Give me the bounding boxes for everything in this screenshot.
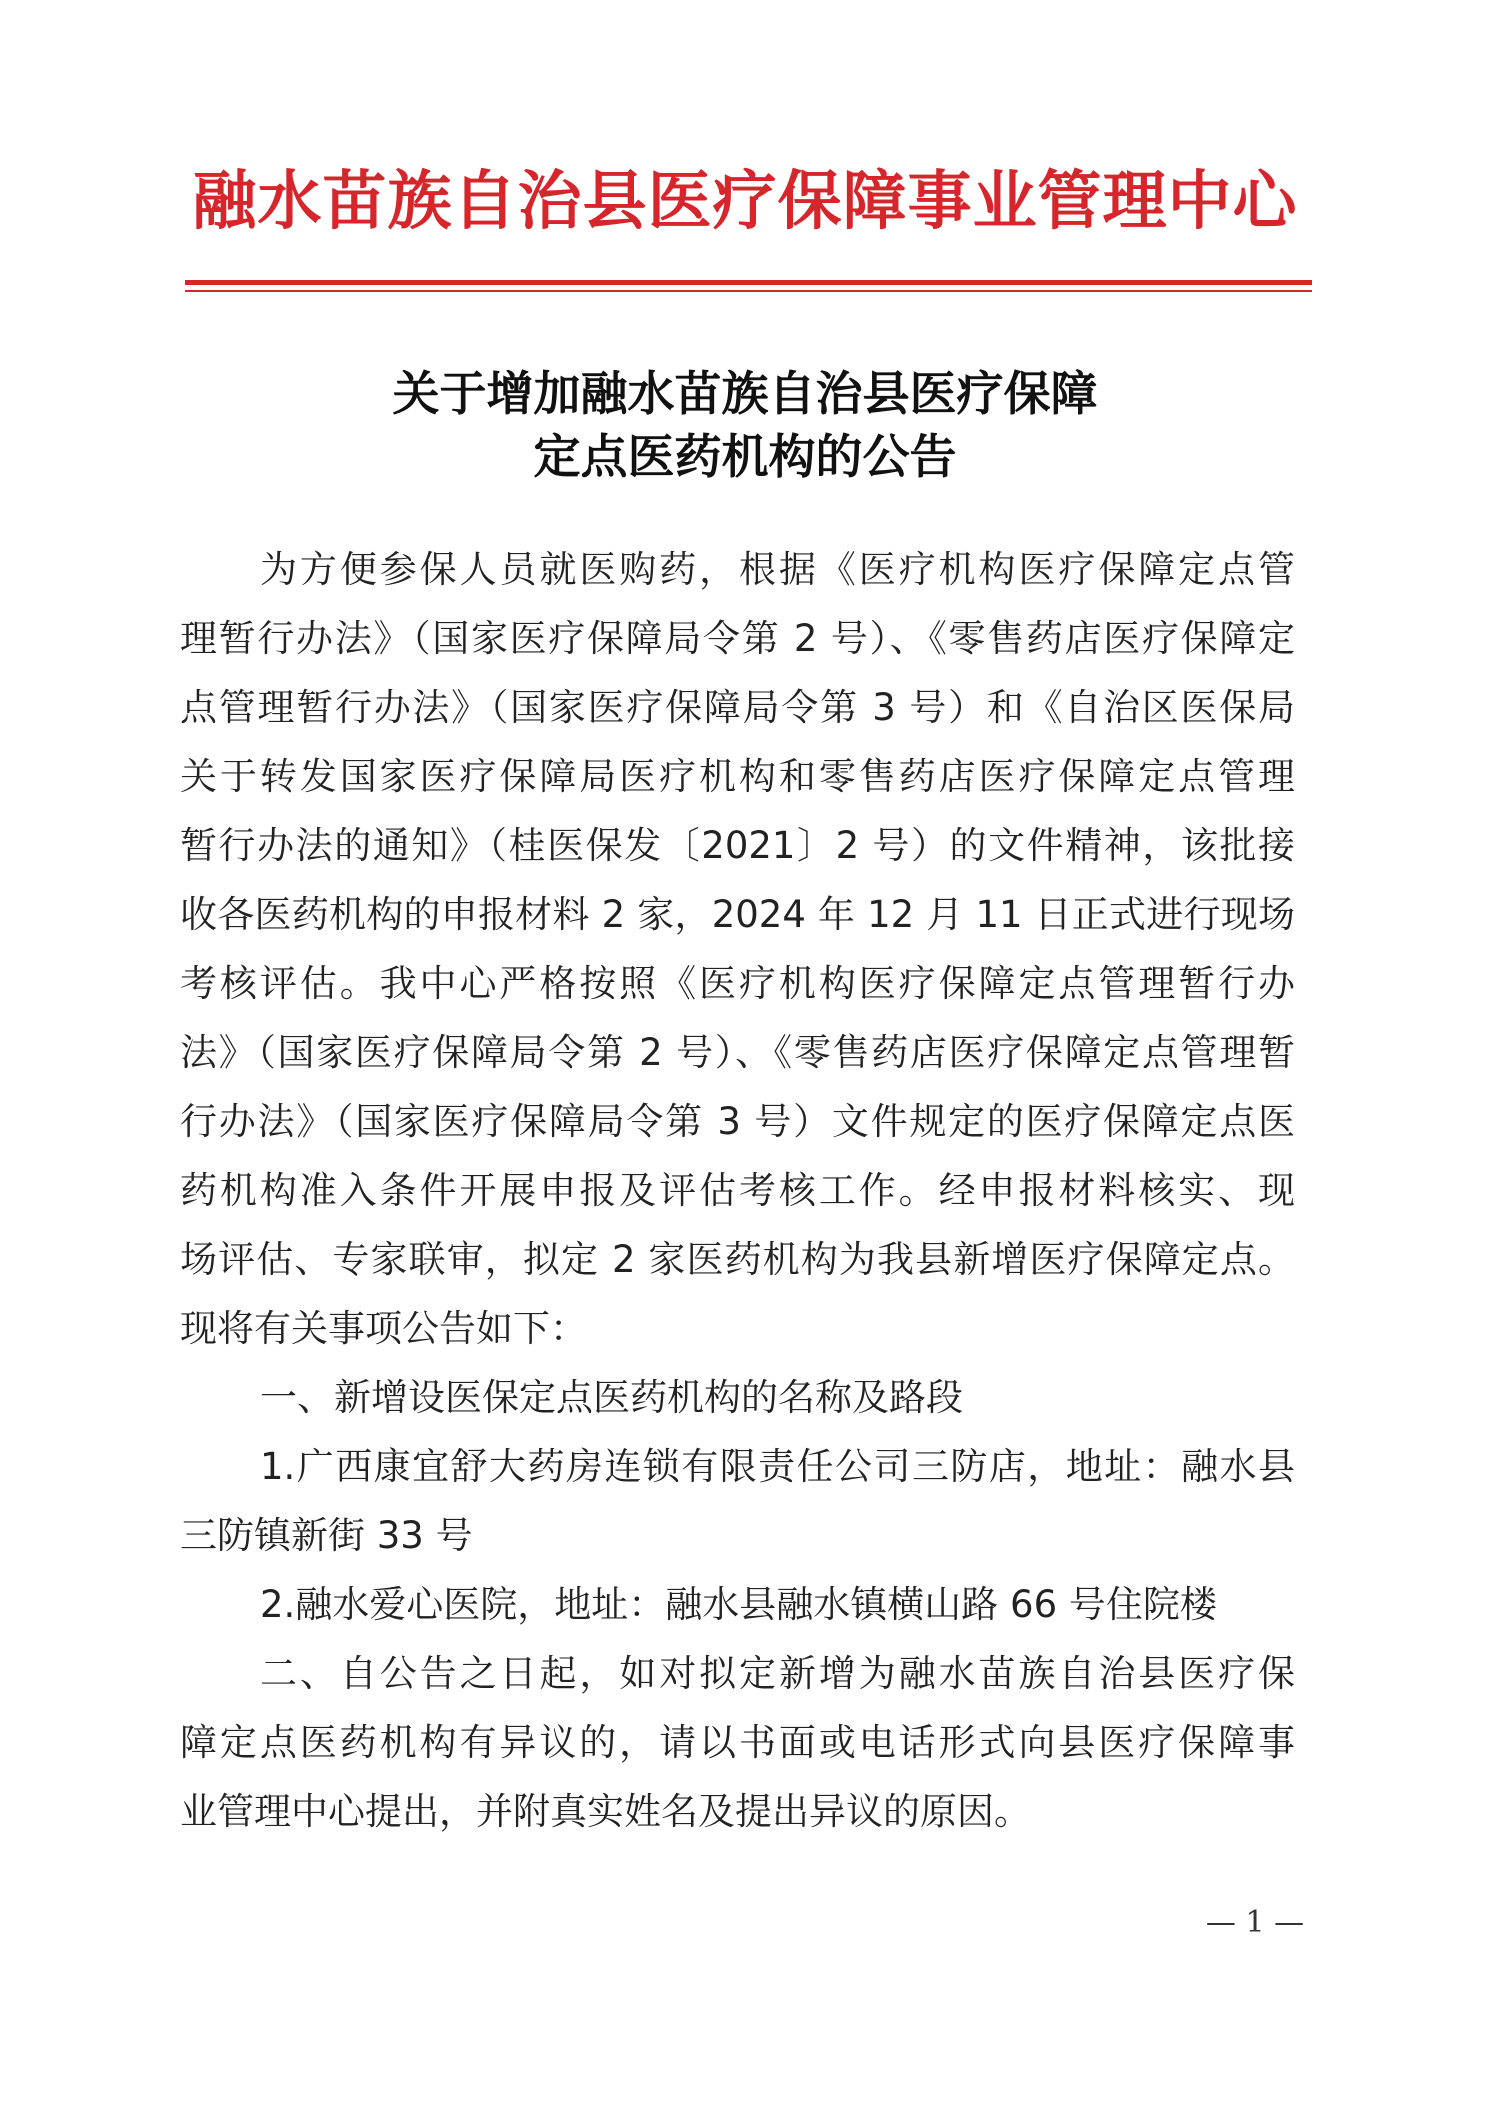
letterhead-divider-thin xyxy=(185,290,1312,292)
body-line: 二、自公告之日起，如对拟定新增为融水苗族自治县医疗保 xyxy=(260,1652,1295,1695)
list-item-continuation: 三防镇新街 33 号 xyxy=(180,1514,473,1557)
page-number: — 1 — xyxy=(1205,1905,1305,1940)
document-title-line-1: 关于增加融水苗族自治县医疗保障 xyxy=(392,367,1098,422)
body-line: 理暂行办法》（国家医疗保障局令第 2 号）、《零售药店医疗保障定 xyxy=(180,617,1295,660)
body-line: 考核评估。我中心严格按照《医疗机构医疗保障定点管理暂行办 xyxy=(180,962,1295,1005)
body-line: 场评估、专家联审，拟定 2 家医药机构为我县新增医疗保障定点。 xyxy=(180,1238,1295,1281)
body-line: 现将有关事项公告如下： xyxy=(180,1307,587,1350)
body-line: 药机构准入条件开展申报及评估考核工作。经申报材料核实、现 xyxy=(180,1169,1295,1212)
section-heading: 一、新增设医保定点医药机构的名称及路段 xyxy=(260,1376,963,1419)
body-line: 收各医药机构的申报材料 2 家，2024 年 12 月 11 日正式进行现场 xyxy=(180,893,1295,936)
body-line: 为方便参保人员就医购药，根据《医疗机构医疗保障定点管 xyxy=(260,548,1295,591)
letterhead-org-name: 融水苗族自治县医疗保障事业管理中心 xyxy=(192,164,1298,239)
document-title-line-2: 定点医药机构的公告 xyxy=(533,430,957,485)
body-line: 关于转发国家医疗保障局医疗机构和零售药店医疗保障定点管理 xyxy=(180,755,1295,798)
body-line: 暂行办法的通知》（桂医保发〔2021〕2 号）的文件精神，该批接 xyxy=(180,824,1295,867)
body-line: 业管理中心提出，并附真实姓名及提出异议的原因。 xyxy=(180,1790,1031,1833)
body-line: 点管理暂行办法》（国家医疗保障局令第 3 号）和《自治区医保局 xyxy=(180,686,1295,729)
body-line: 行办法》（国家医疗保障局令第 3 号）文件规定的医疗保障定点医 xyxy=(180,1100,1295,1143)
body-line: 法》（国家医疗保障局令第 2 号）、《零售药店医疗保障定点管理暂 xyxy=(180,1031,1295,1074)
list-item: 2.融水爱心医院，地址：融水县融水镇横山路 66 号住院楼 xyxy=(260,1583,1217,1626)
letterhead-divider-thick xyxy=(185,280,1312,285)
body-line: 障定点医药机构有异议的，请以书面或电话形式向县医疗保障事 xyxy=(180,1721,1295,1764)
list-item: 1.广西康宜舒大药房连锁有限责任公司三防店，地址：融水县 xyxy=(260,1445,1295,1488)
